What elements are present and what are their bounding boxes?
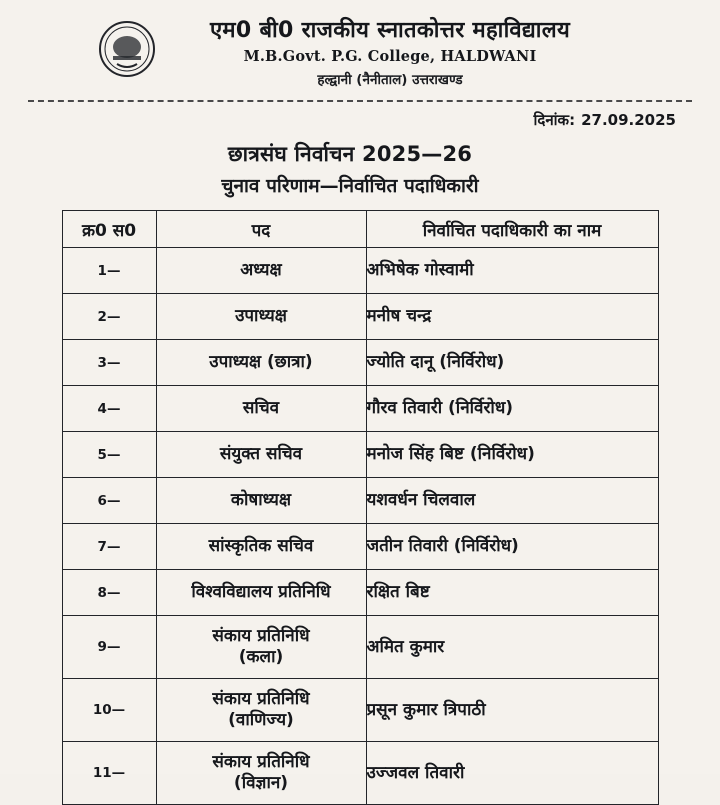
table-row bbox=[62, 616, 658, 679]
college-name-hindi: एम0 बी0 राजकीय स्नातकोत्तर महाविद्यालय bbox=[209, 18, 571, 43]
row-post-line1: संकाय प्रतिनिधि bbox=[212, 626, 310, 647]
table-row bbox=[62, 294, 658, 340]
row-post-line1: संकाय प्रतिनिधि bbox=[212, 689, 310, 710]
row-post: सांस्कृतिक सचिव bbox=[156, 524, 366, 570]
row-name: मनोज सिंह बिष्ट (निर्विरोध) bbox=[366, 432, 658, 478]
row-post: उपाध्यक्ष (छात्रा) bbox=[156, 340, 366, 386]
row-serial: 1— bbox=[62, 248, 156, 294]
row-post: संयुक्त सचिव bbox=[156, 432, 366, 478]
college-heading bbox=[156, 16, 694, 88]
college-seal-icon bbox=[98, 20, 156, 78]
row-post: कोषाध्यक्ष bbox=[156, 478, 366, 524]
row-name: ज्योति दानू (निर्विरोध) bbox=[366, 340, 658, 386]
college-place: हल्द्वानी (नैनीताल) उत्तराखण्ड bbox=[317, 72, 463, 89]
date-line bbox=[26, 110, 694, 130]
row-serial: 2— bbox=[62, 294, 156, 340]
table-row bbox=[62, 742, 658, 805]
table-row bbox=[62, 340, 658, 386]
row-name: गौरव तिवारी (निर्विरोध) bbox=[366, 386, 658, 432]
row-post-line1: संकाय प्रतिनिधि bbox=[212, 752, 310, 773]
document-title-line2: चुनाव परिणाम—निर्वाचित पदाधिकारी bbox=[221, 175, 479, 198]
row-serial: 7— bbox=[62, 524, 156, 570]
table-row bbox=[62, 524, 658, 570]
row-serial: 8— bbox=[62, 570, 156, 616]
row-name: उज्जवल तिवारी bbox=[366, 742, 658, 805]
column-header-post: पद bbox=[156, 211, 366, 248]
row-name: यशवर्धन चिलवाल bbox=[366, 478, 658, 524]
row-name: प्रसून कुमार त्रिपाठी bbox=[366, 679, 658, 742]
row-serial: 6— bbox=[62, 478, 156, 524]
table-row bbox=[62, 570, 658, 616]
row-serial: 11— bbox=[62, 742, 156, 805]
row-serial: 3— bbox=[62, 340, 156, 386]
row-serial: 9— bbox=[62, 616, 156, 679]
table-header-row bbox=[62, 211, 658, 248]
table-row bbox=[62, 478, 658, 524]
row-post bbox=[156, 742, 366, 805]
results-table bbox=[62, 210, 659, 805]
row-post-line2: (विज्ञान) bbox=[233, 773, 289, 794]
header-divider bbox=[28, 100, 692, 102]
row-post bbox=[156, 616, 366, 679]
column-header-name: निर्वाचित पदाधिकारी का नाम bbox=[366, 211, 658, 248]
row-post: सचिव bbox=[156, 386, 366, 432]
row-post: विश्वविद्यालय प्रतिनिधि bbox=[156, 570, 366, 616]
column-header-serial: क्र0 स0 bbox=[62, 211, 156, 248]
row-post: उपाध्यक्ष bbox=[156, 294, 366, 340]
row-post: अध्यक्ष bbox=[156, 248, 366, 294]
table-row bbox=[62, 432, 658, 478]
row-post-line2: (वाणिज्य) bbox=[228, 710, 294, 731]
row-name: अमित कुमार bbox=[366, 616, 658, 679]
table-row bbox=[62, 679, 658, 742]
row-post-line2: (कला) bbox=[238, 647, 284, 668]
row-name: जतीन तिवारी (निर्विरोध) bbox=[366, 524, 658, 570]
row-name: अभिषेक गोस्वामी bbox=[366, 248, 658, 294]
letterhead bbox=[26, 10, 694, 90]
row-serial: 10— bbox=[62, 679, 156, 742]
row-name: रक्षित बिष्ट bbox=[366, 570, 658, 616]
row-serial: 4— bbox=[62, 386, 156, 432]
table-row bbox=[62, 386, 658, 432]
date-label: दिनांक: bbox=[533, 111, 576, 130]
document-title-line1: छात्रसंघ निर्वाचन 2025—26 bbox=[227, 142, 473, 167]
table-row bbox=[62, 248, 658, 294]
row-post bbox=[156, 679, 366, 742]
date-value: 27.09.2025 bbox=[581, 111, 676, 130]
row-serial: 5— bbox=[62, 432, 156, 478]
row-name: मनीष चन्द्र bbox=[366, 294, 658, 340]
college-name-english: M.B.Govt. P.G. College, HALDWANI bbox=[243, 48, 537, 66]
